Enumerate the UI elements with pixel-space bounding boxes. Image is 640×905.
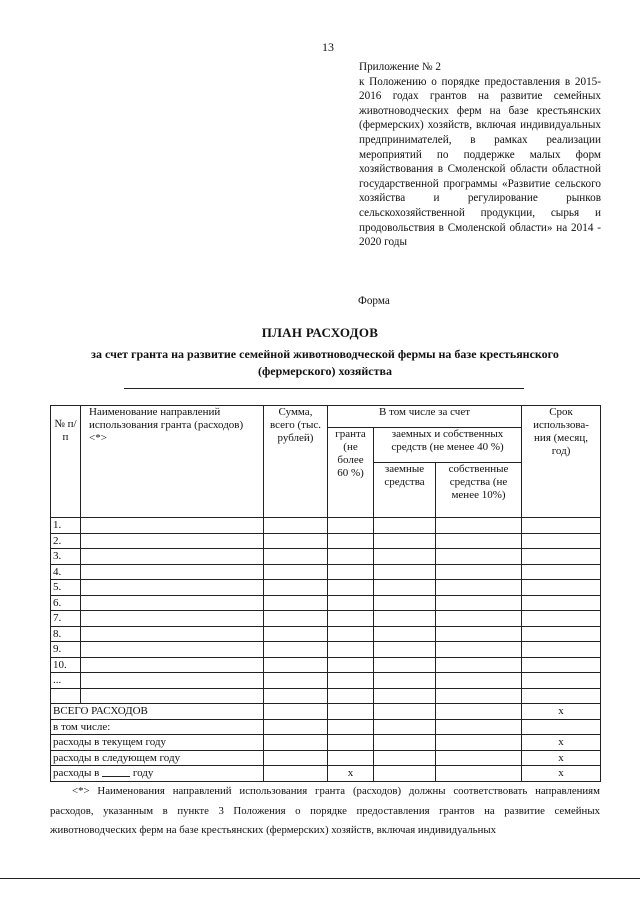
table-row (51, 611, 601, 627)
table-row (51, 564, 601, 580)
footnote: <*> Наименования направлений использования гранта (расходов) должны соответствовать направлениям расходов, указанным в пункте 3 Положения о порядке предоставления грантов на развитие семейных животноводческих ферм на базе крестьянских (фермерских) хозяйств, включая индивидуальных (50, 785, 600, 836)
appendix-body: к Положению о порядке предоставления в 2015-2016 годах грантов на развитие семейных животноводческих ферм на базе крестьянских (фермерских) хозяйств, включая индивидуальных предпринимателей, в рамках реализации мероприятий по поддержке малых форм хозяйствования в Смоленской области областной государственной программы «Развитие сельского хозяйства и регулирование рынков сельскохозяйственной продукции, сырья и продовольствия в Смоленской области» на 2014 - 2020 годы (359, 75, 601, 249)
next-year-row (51, 750, 601, 766)
table-row (51, 673, 601, 689)
table-row (51, 595, 601, 611)
row-num: 9. (51, 642, 81, 658)
year-blank[interactable] (102, 776, 130, 777)
form-label: Форма (358, 295, 390, 307)
appendix-block (359, 60, 601, 250)
table-row (51, 580, 601, 596)
including-label: в том числе: (51, 719, 264, 735)
plan-title: ПЛАН РАСХОДОВ (261, 325, 379, 340)
year-row (51, 766, 601, 782)
next-year-label: расходы в следующем году (51, 750, 264, 766)
expense-plan-table (50, 405, 601, 782)
farm-name-line (124, 388, 524, 389)
row-num: 10. (51, 657, 81, 673)
table-row (51, 642, 601, 658)
page-number: 13 (322, 40, 334, 54)
x-mark: x (522, 750, 601, 766)
row-num: 5. (51, 580, 81, 596)
x-mark: x (522, 704, 601, 720)
header-own-borrowed: заемных и собственных средств (не менее 40 %) (374, 428, 522, 463)
total-row (51, 704, 601, 720)
current-year-label: расходы в текущем году (51, 735, 264, 751)
table-row (51, 533, 601, 549)
table-row-spacer (51, 688, 601, 704)
total-label: ВСЕГО РАСХОДОВ (51, 704, 264, 720)
plan-subtitle: за счет гранта на развитие семейной животноводческой фермы на базе крестьянского (фермерского) хозяйства (91, 347, 559, 378)
header-including: В том числе за счет (328, 406, 522, 428)
table-row (51, 626, 601, 642)
appendix-title: Приложение № 2 (359, 61, 441, 73)
header-borrowed: заемные средства (374, 463, 436, 518)
row-num: 4. (51, 564, 81, 580)
row-num: 8. (51, 626, 81, 642)
row-num: 6. (51, 595, 81, 611)
table-row (51, 657, 601, 673)
x-mark: x (522, 735, 601, 751)
x-mark: x (328, 766, 374, 782)
table-row (51, 549, 601, 565)
including-row (51, 719, 601, 735)
header-term: Срок использова-ния (месяц, год) (522, 406, 601, 518)
row-num: ... (51, 673, 81, 689)
footer-line (0, 878, 640, 879)
header-sum: Сумма, всего (тыс. рублей) (264, 406, 328, 518)
header-num: № п/п (51, 406, 81, 518)
header-name: Наименование направлений использования гранта (расходов) <*> (81, 406, 264, 518)
row-num: 7. (51, 611, 81, 627)
header-grant: гранта (не более 60 %) (328, 428, 374, 518)
row-num: 1. (51, 518, 81, 534)
row-num: 3. (51, 549, 81, 565)
table-row (51, 518, 601, 534)
header-own: собственные средства (не менее 10%) (436, 463, 522, 518)
current-year-row (51, 735, 601, 751)
row-num: 2. (51, 533, 81, 549)
x-mark: x (522, 766, 601, 782)
year-label: расходы в году (51, 766, 264, 782)
